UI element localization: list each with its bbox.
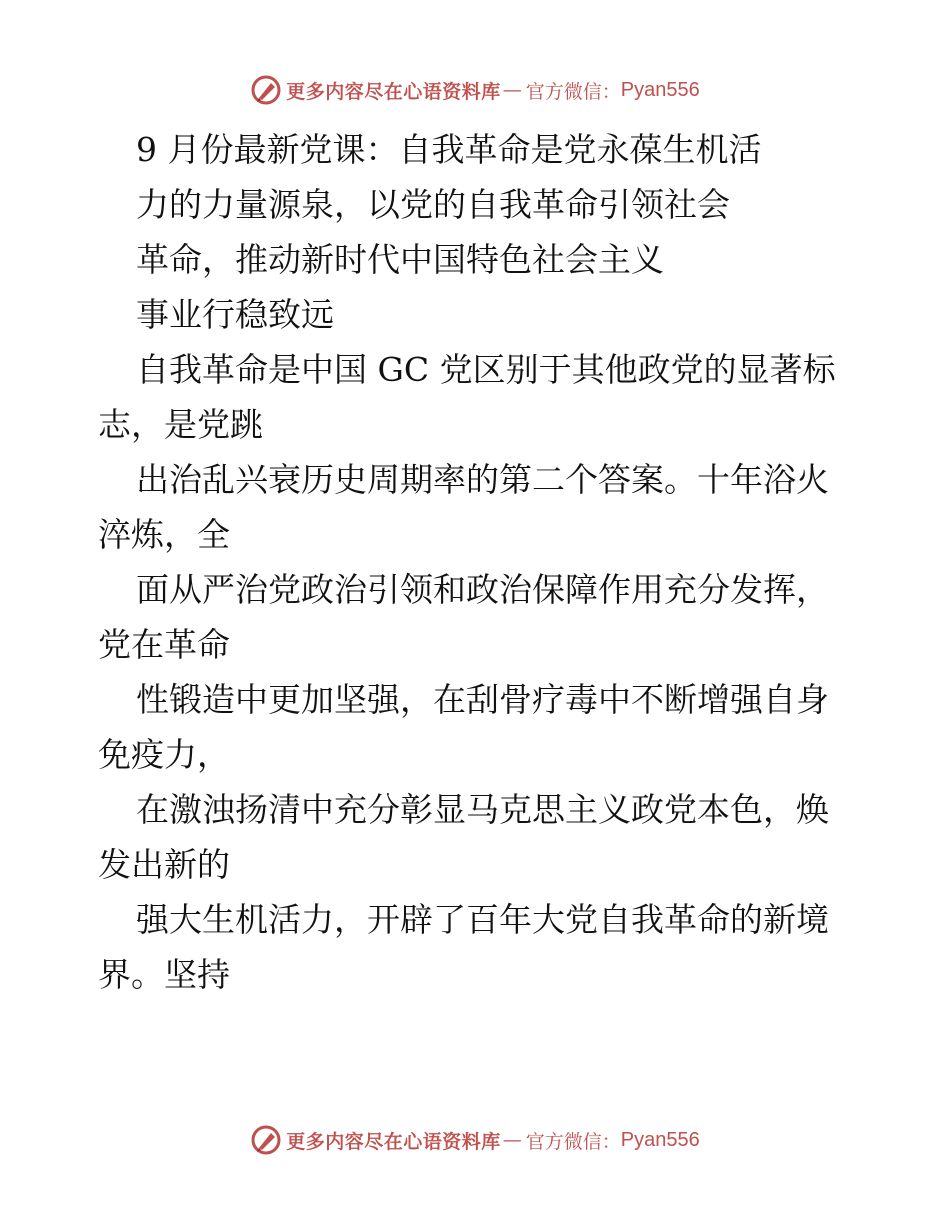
title-line-1: 9 月份最新党课：自我革命是党永葆生机活 bbox=[136, 130, 762, 169]
pen-seal-logo-icon bbox=[250, 1124, 282, 1156]
body-line: 志，是党跳 bbox=[98, 405, 263, 444]
body-line: 免疫力， bbox=[98, 735, 230, 774]
document-body bbox=[98, 122, 858, 1002]
body-line: 党在革命 bbox=[98, 625, 230, 664]
banner-slogan: 更多内容尽在心语资料库 bbox=[286, 1130, 501, 1153]
body-line: 面从严治党政治引领和政治保障作用充分发挥， bbox=[136, 570, 829, 609]
title-line-2: 力的力量源泉，以党的自我革命引领社会 bbox=[136, 185, 730, 224]
banner-wechat-label: 官方微信： bbox=[525, 80, 621, 103]
pen-seal-logo-icon bbox=[250, 74, 282, 106]
banner-wechat-id: Pyan556 bbox=[620, 78, 700, 101]
banner-dash: — bbox=[502, 1129, 522, 1151]
body-line: 在激浊扬清中充分彰显马克思主义政党本色，焕 bbox=[136, 790, 829, 829]
banner-dash: — bbox=[502, 79, 522, 101]
body-line: 界。坚持 bbox=[98, 955, 230, 994]
body-line: 自我革命是中国 GC 党区别于其他政党的显著标 bbox=[136, 350, 836, 389]
body-line: 发出新的 bbox=[98, 845, 230, 884]
body-line: 出治乱兴衰历史周期率的第二个答案。十年浴火 bbox=[136, 460, 829, 499]
title-line-3: 革命，推动新时代中国特色社会主义 bbox=[136, 240, 664, 279]
footer-banner bbox=[0, 1120, 950, 1160]
banner-wechat-label: 官方微信： bbox=[525, 1130, 621, 1153]
title-line-4: 事业行稳致远 bbox=[136, 295, 334, 334]
banner-wechat-id: Pyan556 bbox=[620, 1128, 700, 1151]
body-line: 淬炼，全 bbox=[98, 515, 230, 554]
banner-slogan: 更多内容尽在心语资料库 bbox=[286, 80, 501, 103]
body-line: 性锻造中更加坚强，在刮骨疗毒中不断增强自身 bbox=[136, 680, 829, 719]
header-banner bbox=[0, 70, 950, 110]
body-line: 强大生机活力，开辟了百年大党自我革命的新境 bbox=[136, 900, 829, 939]
